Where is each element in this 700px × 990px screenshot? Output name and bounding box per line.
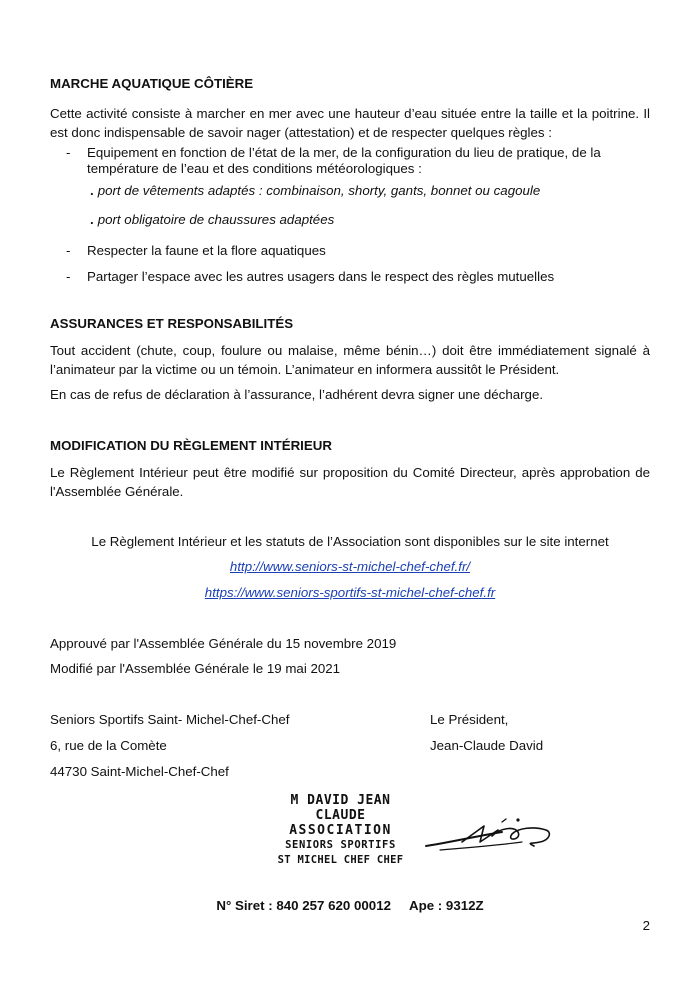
approval-date: Approuvé par l'Assemblée Générale du 15 novembre 2019 <box>50 636 397 651</box>
association-stamp <box>268 793 413 868</box>
stamp-line: ASSOCIATION <box>289 823 392 838</box>
website-link-2[interactable]: https://www.seniors-sportifs-st-michel-chef-chef.fr <box>204 585 496 600</box>
sub-item-dot: . <box>90 183 94 198</box>
bullet-item <box>66 243 656 261</box>
address-city: 44730 Saint-Michel-Chef-Chef <box>50 764 229 779</box>
company-identifiers <box>0 898 700 913</box>
bullet-text: Respecter la faune et la flore aquatiques <box>87 243 326 258</box>
signatory-role: Le Président, <box>430 712 509 727</box>
sub-item-text: port de vêtements adaptés : combinaison, shorty, gants, bonnet ou cagoule <box>97 183 541 198</box>
stamp-line: M DAVID JEAN CLAUDE <box>290 793 391 823</box>
modification-date: Modifié par l'Assemblée Générale le 19 mai 2021 <box>50 661 341 676</box>
availability-text: Le Règlement Intérieur et les statuts de l’Association sont disponibles sur le site internet <box>91 534 609 549</box>
section-title-marche-aquatique: MARCHE AQUATIQUE CÔTIÈRE <box>50 76 254 91</box>
siret-number: N° Siret : 840 257 620 00012 <box>216 898 391 913</box>
bullet-item <box>66 145 656 177</box>
page-number: 2 <box>642 918 650 933</box>
bullet-dash: - <box>66 269 71 284</box>
signature-image <box>422 812 562 860</box>
section1-intro: Cette activité consiste à marcher en mer avec une hauteur d’eau située entre la taille et la poitrine. Il est donc indispensable de savoir nager (attestation) et de respecter quelques règles : <box>50 106 650 140</box>
section2-para2: En cas de refus de déclaration à l’assurance, l’adhérent devra signer une décharge. <box>50 387 544 402</box>
association-name: Seniors Sportifs Saint- Michel-Chef-Chef <box>50 712 290 727</box>
sub-item-dot: . <box>90 212 94 227</box>
section2-para1: Tout accident (chute, coup, foulure ou malaise, même bénin…) doit être immédiatement signalé à l’animateur par la victime ou un témoin. L’animateur en informera aussitôt le Président. <box>50 343 650 377</box>
bullet-text: Equipement en fonction de l’état de la mer, de la configuration du lieu de pratique, de la température de l’eau et des conditions météorologiques : <box>87 145 601 176</box>
sub-item-text: port obligatoire de chaussures adaptées <box>97 212 335 227</box>
bullet-dash: - <box>66 243 71 258</box>
website-link-1[interactable]: http://www.seniors-st-michel-chef-chef.fr/ <box>229 559 471 574</box>
bullet-dash: - <box>66 145 71 160</box>
bullet-item <box>66 269 656 287</box>
section-title-assurances: ASSURANCES ET RESPONSABILITÉS <box>50 316 294 331</box>
address-street: 6, rue de la Comète <box>50 738 167 753</box>
stamp-line: ST MICHEL CHEF CHEF <box>277 854 404 866</box>
website-link-1-row <box>0 559 700 574</box>
section3-para: Le Règlement Intérieur peut être modifié sur proposition du Comité Directeur, après approbation de l'Assemblée Générale. <box>50 465 650 499</box>
stamp-line: SENIORS SPORTIFS <box>285 839 396 851</box>
ape-code: Ape : 9312Z <box>408 898 484 913</box>
bullet-text: Partager l’espace avec les autres usagers dans le respect des règles mutuelles <box>87 269 555 284</box>
signatory-name: Jean-Claude David <box>430 738 544 753</box>
section-title-modification: MODIFICATION DU RÈGLEMENT INTÉRIEUR <box>50 438 332 453</box>
sub-item <box>90 183 540 198</box>
sub-item <box>90 212 334 227</box>
website-link-2-row <box>0 585 700 600</box>
